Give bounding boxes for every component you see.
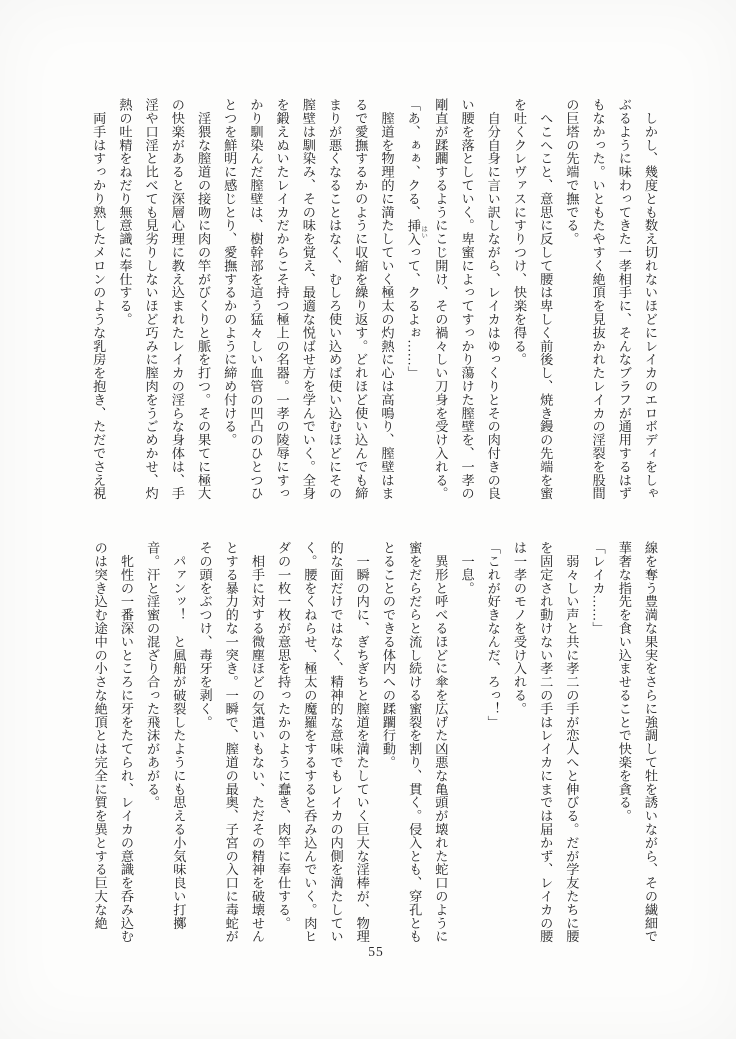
text-line: の巨塔の先端で撫でる。	[564, 98, 580, 246]
text-line: 異形と呼べるほどに傘を広げた凶悪な亀頭が壊れた蛇口のように	[433, 541, 449, 943]
text-line: 膣壁は馴染み、その味を覚え、最適な悦ばせ方を学んでいく。全身	[300, 98, 316, 500]
text-line: 淫や口淫と比べても見劣りしないほど巧みに膣肉をうごめかせ、灼	[143, 98, 159, 500]
text-line: 音。汗と淫蜜の混ざり合った飛沫があがる。	[145, 541, 161, 809]
text-line: その頭をぶつけ、毒牙を剥く。	[197, 541, 213, 729]
text-line: かり馴染んだ膣壁は、樹幹部を這う猛々しい血管の凹凸のひとつひ	[248, 98, 264, 500]
text-line: 淫猥な膣道の接吻に肉の竿がびくりと脈を打つ。その果てに極大	[196, 98, 212, 500]
text-line: を固定され動けない孝二の手はレイカにまでは届かず、レイカの腰	[538, 541, 554, 943]
text-line: 一瞬の内に、ぎちぎちと膣道を満たしていく巨大な淫棒が、物理	[354, 541, 370, 943]
text-line: ぶるように味わってきた一孝相手に、そんなブラフが通用するはず	[616, 98, 632, 500]
text-line: を吐くクレヴァスにすりつけ、快楽を得る。	[511, 98, 527, 366]
text-line: 「これが好きなんだ、ろっ！」	[485, 541, 501, 729]
text-line: とることのできる体内への蹂躙行動。	[380, 541, 396, 769]
text-line: 的な面だけではなく、精神的な意味でもレイカの内側を満たしてい	[328, 541, 344, 943]
text-line: パァンッ！ と風船が破裂したようにも思える小気味良い打擲	[171, 541, 187, 930]
text-line: 膣道を物理的に満たしていく極太の灼熱に心は高鳴り、膣壁はま	[379, 98, 395, 500]
text-line: 相手に対する微塵ほどの気遣いもない、ただその精神を破壊せん	[249, 541, 265, 943]
text-line: 牝性の一番深いところに牙をたてられ、レイカの意識を呑み込む	[118, 541, 134, 943]
text-block-bottom	[85, 541, 663, 945]
text-line: もなかった。いともたやすく絶頂を見抜かれたレイカの淫裂を股間	[590, 98, 606, 500]
text-line: とつを鮮明に感じとり、愛撫するかのように締め付ける。	[222, 98, 238, 447]
text-line: へこへこと、意思に反して腰は卑しく前後し、焼き鏝の先端を蜜	[538, 98, 554, 500]
text-line: は一孝のモノを受け入れる。	[511, 541, 527, 716]
text-line: まりが悪くなることはなく、むしろ使い込めば使い込むほどにその	[327, 98, 343, 500]
text-line: を鍛えぬいたレイカだからこそ持つ極上の名器。一孝の陵辱にすっ	[274, 98, 290, 500]
text-line: るで愛撫するかのように収縮を繰り返す。どれほど使い込んでも締	[353, 98, 369, 500]
text-line: 熱の吐精をねだり無意識に奉仕する。	[117, 98, 133, 326]
text-line: 弱々しい声と共に孝二の手が恋人へと伸びる。だが学友たちに腰	[564, 541, 580, 943]
text-line: 両手はすっかり熟したメロンのような乳房を抱き、ただでさえ視	[91, 98, 107, 500]
text-line: のは突き込む途中の小さな絶頂とは完全に質を異とする巨大な絶	[92, 541, 108, 930]
text-line: とする暴力的な一突き。一瞬で、膣道の最奥、子宮の入口に毒蛇が	[223, 541, 239, 943]
text-line: 「レイカ……」	[590, 541, 606, 635]
text-line: 「あ、ぁぁ、クる、挿入 はいって、クるよぉ……」	[405, 98, 428, 380]
text-line: い腰を落としていく。卑蜜によってすっかり蕩けた膣壁を、一孝の	[459, 98, 475, 500]
text-line: 剛直が蹂躙するようにこじ開け、その禍々しい刀身を受け入れる。	[433, 98, 449, 500]
page-number: 55	[368, 944, 384, 959]
text-line: 一息。	[459, 541, 475, 595]
text-line: 華奢な指先を食い込ませることで快楽を貪る。	[616, 541, 632, 823]
text-line: く。腰をくねらせ、極太の魔羅をするすると呑み込んでいく。肉ヒ	[302, 541, 318, 943]
text-line: しかし、幾度とも数え切れないほどにレイカのエロボディをしゃ	[643, 98, 658, 500]
text-line: 自分自身に言い訳しながら、レイカはゆっくりとその肉付きの良	[485, 98, 501, 500]
text-line: 線を奪う豊満な果実をさらに強調して牡を誘いながら、その繊細で	[643, 541, 658, 943]
text-line: の快楽があると深層心理に教え込まれたレイカの淫らな身体は、手	[169, 98, 185, 500]
furigana-ruby: 挿入 はい	[405, 218, 428, 246]
text-block-top	[85, 98, 663, 502]
text-line: 蜜をだらだらと流し続ける蜜裂を割り、貫く。侵入とも、穿孔とも	[407, 541, 423, 943]
text-line: ダの一枚一枚が意思を持ったかのように蠢き、肉竿に奉仕する。	[276, 541, 292, 930]
